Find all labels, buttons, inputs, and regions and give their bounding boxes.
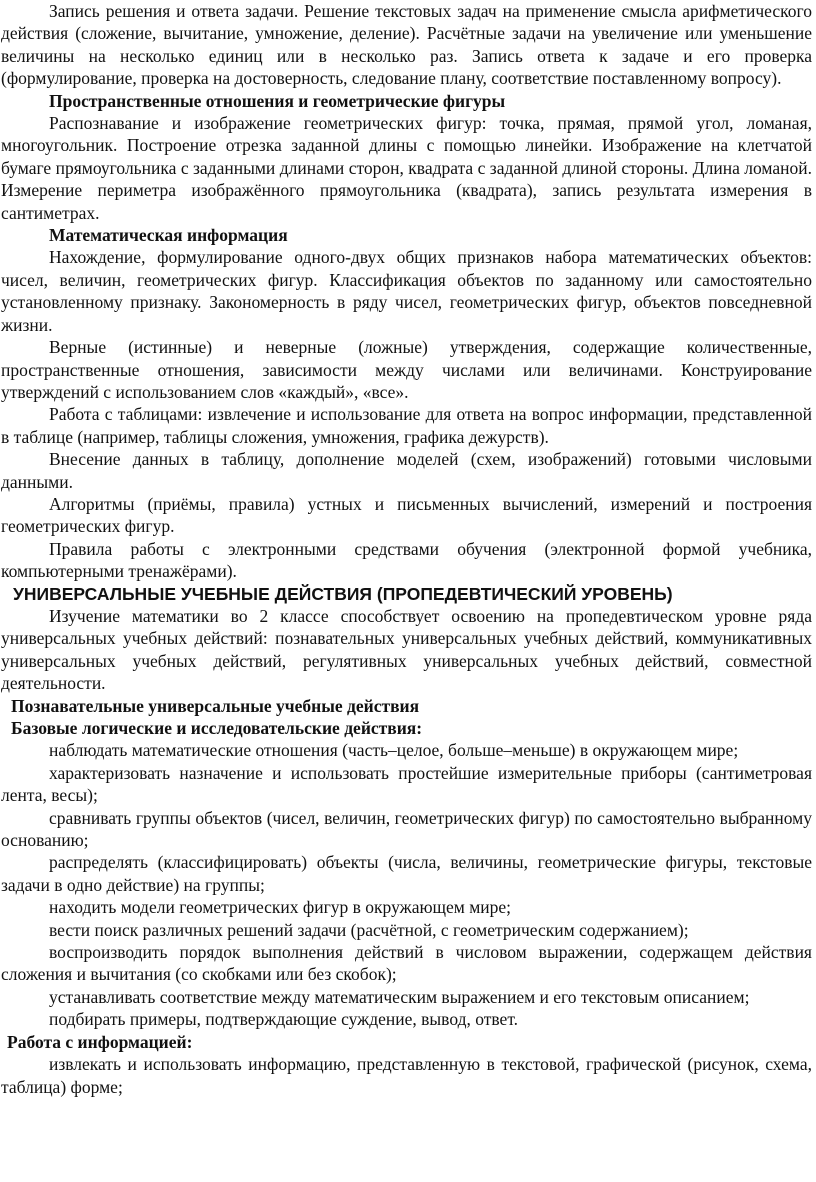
paragraph-task-solving: Запись решения и ответа задачи. Решение текстовых задач на применение смысла арифметического действия (сложение, вычитание, умножение, деление). Расчётные задачи на увеличение или уменьшение величины на несколько единиц или в несколько раз. Запись ответа к задаче и его проверка (формулирование, проверка на достоверность, следование плану, соответствие поставленному вопросу). xyxy=(1,1,812,89)
heading-cognitive-actions: Познавательные универсальные учебные действия xyxy=(11,695,420,716)
paragraph-universal-intro: Изучение математики во 2 классе способствует освоению на пропедевтическом уровне ряда универсальных учебных действий: познавательных универсальных учебных действий, коммуникативных универсальных учебных действий, регулятивных универсальных учебных действий, совместной деятельности. xyxy=(1,605,812,694)
paragraph-tables: Работа с таблицами: извлечение и использование для ответа на вопрос информации, представленной в таблице (например, таблицы сложения, умножения, графика дежурств). xyxy=(1,404,812,447)
list-item-order-operations: воспроизводить порядок выполнения действий в числовом выражении, содержащем действия сложения и вычитания (со скобками или без скобок); xyxy=(1,942,812,985)
heading-logical-actions: Базовые логические и исследовательские действия: xyxy=(11,718,423,738)
list-item-characterize: характеризовать назначение и использовать простейшие измерительные приборы (сантиметровая лента, весы); xyxy=(1,762,812,806)
heading-universal-actions: УНИВЕРСАЛЬНЫЕ УЧЕБНЫЕ ДЕЙСТВИЯ (ПРОПЕДЕВТИЧЕСКИЙ УРОВЕНЬ) xyxy=(13,583,673,604)
paragraph-algorithms: Алгоритмы (приёмы, правила) устных и письменных вычислений, измерений и построения геометрических фигур. xyxy=(1,493,812,537)
list-item-match-expression: устанавливать соответствие между математическим выражением и его текстовым описанием; xyxy=(49,986,750,1007)
list-item-examples: подбирать примеры, подтверждающие суждение, вывод, ответ. xyxy=(49,1009,519,1030)
heading-information-work: Работа с информацией: xyxy=(7,1031,193,1052)
heading-math-information: Математическая информация xyxy=(49,225,288,246)
paragraph-classification: Нахождение, формулирование одного-двух общих признаков набора математических объектов: чисел, величин, геометрических фигур. Классификация объектов по заданному или самостоятельно установленному признаку. Закономерность в ряду чисел, геометрических фигур, объектов повседневной жизни. xyxy=(1,247,812,335)
paragraph-geometric-figures: Распознавание и изображение геометрических фигур: точка, прямая, прямой угол, ломаная, многоугольник. Построение отрезка заданной длины с помощью линейки. Изображение на клетчатой бумаге прямоугольника с заданными длинами сторон, квадрата с заданной длиной стороны. Длина ломаной. Измерение периметра изображённого прямоугольника (квадрата), запись результата измерения в сантиметрах. xyxy=(1,113,812,223)
paragraph-table-data: Внесение данных в таблицу, дополнение моделей (схем, изображений) готовыми числовыми данными. xyxy=(1,449,812,492)
paragraph-statements: Верные (истинные) и неверные (ложные) утверждения, содержащие количественные, пространственные отношения, зависимости между числами или величинами. Конструирование утверждений с использованием слов «каждый», «все». xyxy=(1,337,812,402)
paragraph-electronic-tools: Правила работы с электронными средствами обучения (электронной формой учебника, компьютерными тренажёрами). xyxy=(1,538,812,582)
list-item-classify: распределять (классифицировать) объекты (числа, величины, геометрические фигуры, текстовые задачи в одно действие) на группы; xyxy=(1,852,812,895)
list-item-compare: сравнивать группы объектов (чисел, величин, геометрических фигур) по самостоятельно выбранному основанию; xyxy=(1,807,812,851)
list-item-observe: наблюдать математические отношения (часть–целое, больше–меньше) в окружающем мире; xyxy=(49,740,739,761)
heading-spatial-relations: Пространственные отношения и геометрические фигуры xyxy=(49,90,506,111)
list-item-extract-info: извлекать и использовать информацию, представленную в текстовой, графической (рисунок, схема, таблица) форме; xyxy=(1,1054,812,1097)
list-item-find-models: находить модели геометрических фигур в окружающем мире; xyxy=(49,897,512,918)
list-item-search-solutions: вести поиск различных решений задачи (расчётной, с геометрическим содержанием); xyxy=(49,919,689,940)
